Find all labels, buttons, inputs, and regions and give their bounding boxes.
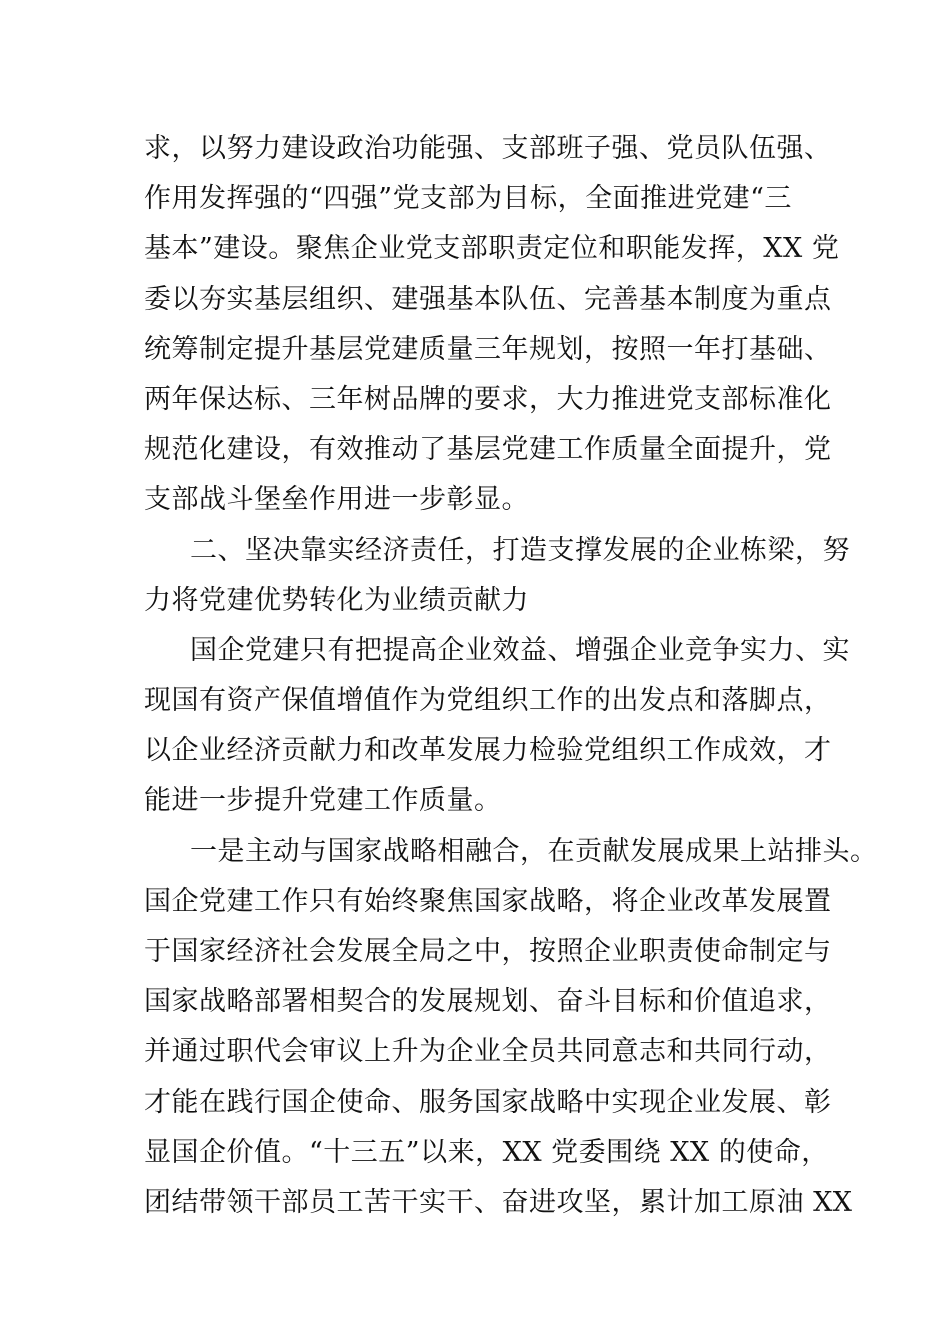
text-line: 以企业经济贡献力和改革发展力检验党组织工作成效，才 bbox=[144, 735, 832, 767]
section-heading-line: 二、坚决靠实经济责任，打造支撑发展的企业栋梁，努 bbox=[190, 534, 850, 566]
text-line: 支部战斗堡垒作用进一步彰显。 bbox=[144, 484, 529, 516]
text-line: 现国有资产保值增值作为党组织工作的出发点和落脚点， bbox=[144, 685, 832, 717]
text-line: 并通过职代会审议上升为企业全员共同意志和共同行动， bbox=[144, 1036, 832, 1068]
text-line: 团结带领干部员工苦干实干、奋进攻坚，累计加工原油 XX bbox=[144, 1186, 853, 1218]
text-line: 作用发挥强的“四强”党支部为目标，全面推进党建“三 bbox=[144, 183, 792, 215]
text-line: 于国家经济社会发展全局之中，按照企业职责使命制定与 bbox=[144, 936, 832, 967]
text-line: 国家战略部署相契合的发展规划、奋斗目标和价值追求， bbox=[144, 986, 832, 1018]
text-line: 基本”建设。聚焦企业党支部职责定位和职能发挥，XX 党 bbox=[144, 233, 840, 265]
text-line: 规范化建设，有效推动了基层党建工作质量全面提升，党 bbox=[144, 434, 832, 466]
text-line: 显国企价值。“十三五”以来，XX 党委围绕 XX 的使命， bbox=[144, 1136, 829, 1168]
text-line: 两年保达标、三年树品牌的要求，大力推进党支部标准化 bbox=[144, 383, 832, 415]
text-line: 国企党建只有把提高企业效益、增强企业竞争实力、实 bbox=[190, 634, 850, 666]
text-line: 一是主动与国家战略相融合，在贡献发展成果上站排头。 bbox=[190, 835, 878, 867]
body-text bbox=[144, 124, 878, 1228]
section-heading-line: 力将党建优势转化为业绩贡献力 bbox=[144, 584, 529, 616]
text-line: 国企党建工作只有始终聚焦国家战略，将企业改革发展置 bbox=[144, 885, 832, 917]
text-line: 求，以努力建设政治功能强、支部班子强、党员队伍强、 bbox=[144, 133, 832, 164]
text-line: 才能在践行国企使命、服务国家战略中实现企业发展、彰 bbox=[144, 1086, 832, 1118]
text-line: 委以夯实基层组织、建强基本队伍、完善基本制度为重点 bbox=[144, 283, 832, 315]
text-line: 统筹制定提升基层党建质量三年规划，按照一年打基础、 bbox=[144, 333, 832, 365]
text-line: 能进一步提升党建工作质量。 bbox=[144, 785, 502, 817]
